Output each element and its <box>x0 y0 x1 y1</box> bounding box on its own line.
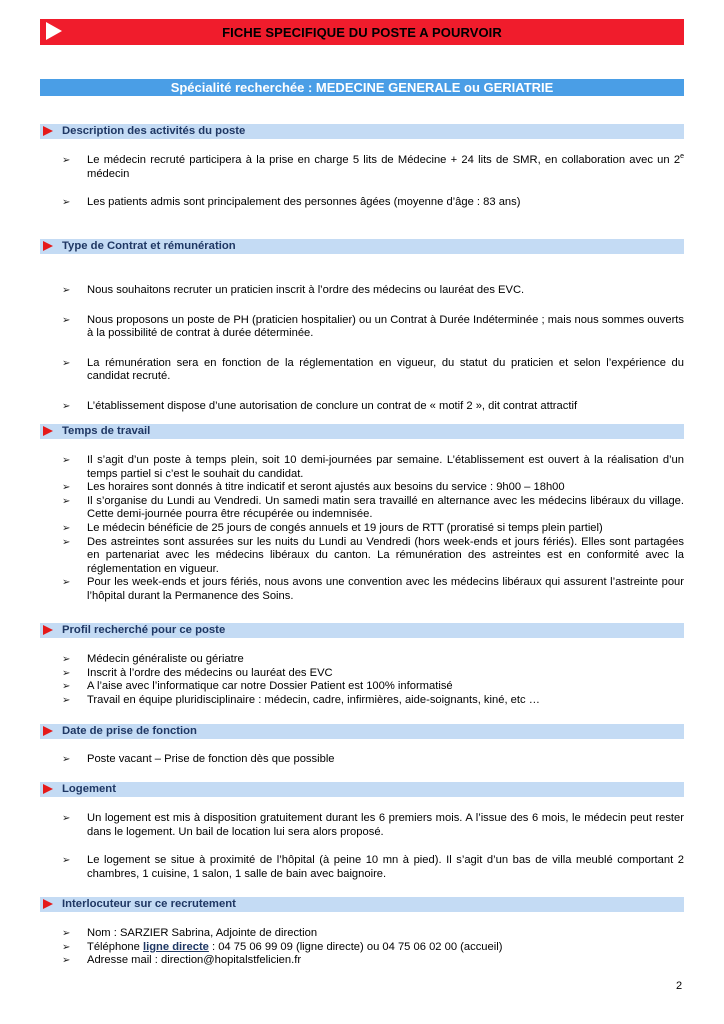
section-title: Type de Contrat et rémunération <box>62 240 236 252</box>
list-item: ➢ Nous proposons un poste de PH (praticien hospitalier) ou un Contrat à Durée Indéterminée ; mais nous sommes ouverts à la possibilité de contrat à durée déterminée. <box>62 313 684 340</box>
chevron-right-icon: ➢ <box>62 577 71 589</box>
list-item: ➢ Le médecin bénéficie de 25 jours de congés annuels et 19 jours de RTT (proratisé si temps plein partiel) <box>62 521 603 534</box>
section-header-activities <box>40 124 684 139</box>
list-item: ➢ Un logement est mis à disposition gratuitement durant les 6 premiers mois. A l’issue des 6 mois, le médecin peut rester dans le logement. Un bail de location lui sera alors proposé. <box>62 812 684 838</box>
chevron-right-icon: ➢ <box>62 357 71 369</box>
contact-email: ➢ Adresse mail : direction@hopitalstfelicien.fr <box>62 954 302 967</box>
chevron-right-icon: ➢ <box>62 197 71 209</box>
list-item: ➢ Pour les week-ends et jours fériés, nous avons une convention avec les médecins libéraux qui assurent l’astreinte pour l’hôpital durant la Permanence des Soins. <box>62 576 684 602</box>
list-item: ➢ Les horaires sont donnés à titre indicatif et seront ajustés aux besoins du service : 9h00 – 18h00 <box>62 481 565 494</box>
chevron-right-icon: ➢ <box>62 495 71 507</box>
chevron-right-icon: ➢ <box>62 654 71 665</box>
list-item: ➢ La rémunération sera en fonction de la réglementation en vigueur, du statut du praticien et selon l’expérience du candidat recruté. <box>62 356 684 383</box>
chevron-right-icon: ➢ <box>62 455 71 466</box>
section-header-worktime <box>40 424 684 439</box>
arrow-right-icon <box>43 241 53 251</box>
chevron-right-icon: ➢ <box>62 955 71 967</box>
chevron-right-icon: ➢ <box>62 941 71 953</box>
list-item: ➢ L’établissement dispose d’une autorisation de conclure un contrat de « motif 2 », dit contrat attractif <box>62 399 578 412</box>
section-title: Logement <box>62 783 116 795</box>
section-header-housing <box>40 782 684 797</box>
section-title: Interlocuteur sur ce recrutement <box>62 898 236 910</box>
chevron-right-icon: ➢ <box>62 285 71 296</box>
chevron-right-icon: ➢ <box>62 681 71 693</box>
list-item: ➢ Nous souhaitons recruter un praticien inscrit à l’ordre des médecins ou lauréat des EVC. <box>62 284 525 296</box>
chevron-right-icon: ➢ <box>62 482 71 494</box>
arrow-right-icon <box>43 625 53 635</box>
arrow-right-icon <box>43 726 53 736</box>
list-item: ➢ Médecin généraliste ou gériatre <box>62 653 244 665</box>
chevron-right-icon: ➢ <box>62 400 71 412</box>
list-item: ➢ Des astreintes sont assurées sur les nuits du Lundi au Vendredi (hors week-ends et jours fériés). Elles sont partagées en partenariat avec les médecins libéraux du canton. La rémunération des astreintes est en conformité avec la réglementation en vigueur. <box>62 535 684 575</box>
contact-name: ➢ Nom : SARZIER Sabrina, Adjointe de direction <box>62 927 318 939</box>
list-item: ➢ Il s’organise du Lundi au Vendredi. Un samedi matin sera travaillé en alternance avec les médecins libéraux du village. Cette demi-journée pourra être récupérée ou indemnisée. <box>62 494 684 521</box>
arrow-right-icon <box>43 126 53 136</box>
arrow-right-icon <box>43 426 53 436</box>
chevron-right-icon: ➢ <box>62 667 71 679</box>
page-number: 2 <box>676 980 683 992</box>
list-item: ➢ Le logement se situe à proximité de l’hôpital (à peine 10 mn à pied). Il s’agit d’un bas de villa meublé comportant 2 chambres, 1 cuisine, 1 salon, 1 salle de bain avec baignoire. <box>62 854 684 880</box>
worktime-list <box>62 454 684 604</box>
chevron-right-icon: ➢ <box>62 155 71 166</box>
list-item: ➢ Les patients admis sont principalement des personnes âgées (moyenne d’âge : 83 ans) <box>62 196 521 209</box>
activities-list <box>62 154 684 210</box>
list-item: ➢ A l’aise avec l’informatique car notre Dossier Patient est 100% informatisé <box>62 680 453 693</box>
list-item: ➢ Inscrit à l’ordre des médecins ou lauréat des EVC <box>62 666 333 679</box>
chevron-right-icon: ➢ <box>62 694 71 706</box>
section-header-start <box>40 724 684 739</box>
section-header-contact <box>40 897 684 912</box>
section-title: Temps de travail <box>62 425 151 437</box>
direct-line-link[interactable]: ligne directe <box>142 940 209 953</box>
list-item: ➢ Il s’agit d’un poste à temps plein, soit 10 demi-journées par semaine. L’établissement est ouvert à la réalisation d’un temps partiel si c’est le souhait du candidat. <box>62 454 684 480</box>
contact-list <box>62 927 684 968</box>
list-item: ➢ Le médecin recruté participera à la prise en charge 5 lits de Médecine + 24 lits de SMR, en collaboration avec un 2e médecin <box>62 153 684 180</box>
chevron-right-icon: ➢ <box>62 536 71 548</box>
page-title: FICHE SPECIFIQUE DU POSTE A POURVOIR <box>222 25 502 40</box>
contact-phone: ➢ Téléphone ligne directe : 04 75 06 99 09 (ligne directe) ou 04 75 06 02 00 (accueil) <box>62 940 503 953</box>
contract-list <box>62 284 684 414</box>
start-list <box>62 753 684 767</box>
section-title: Date de prise de fonction <box>62 725 197 737</box>
list-item: ➢ Poste vacant – Prise de fonction dès que possible <box>62 753 335 765</box>
section-title: Profil recherché pour ce poste <box>62 624 226 636</box>
chevron-right-icon: ➢ <box>62 813 71 824</box>
list-item: ➢ Travail en équipe pluridisciplinaire : médecin, cadre, infirmières, aide-soignants, kiné, etc … <box>62 693 540 706</box>
section-title: Description des activités du poste <box>62 125 246 137</box>
arrow-right-icon <box>43 784 53 794</box>
specialty-banner: Spécialité recherchée : MEDECINE GENERALE ou GERIATRIE <box>40 79 684 96</box>
profile-list <box>62 653 684 707</box>
arrow-right-icon <box>43 899 53 909</box>
section-header-contract <box>40 239 684 254</box>
chevron-right-icon: ➢ <box>62 754 71 765</box>
housing-list <box>62 812 684 881</box>
section-header-profile <box>40 623 684 638</box>
chevron-right-icon: ➢ <box>62 522 71 534</box>
chevron-right-icon: ➢ <box>62 855 71 867</box>
title-banner <box>40 19 684 45</box>
chevron-right-icon: ➢ <box>62 928 71 939</box>
chevron-right-icon: ➢ <box>62 314 71 326</box>
